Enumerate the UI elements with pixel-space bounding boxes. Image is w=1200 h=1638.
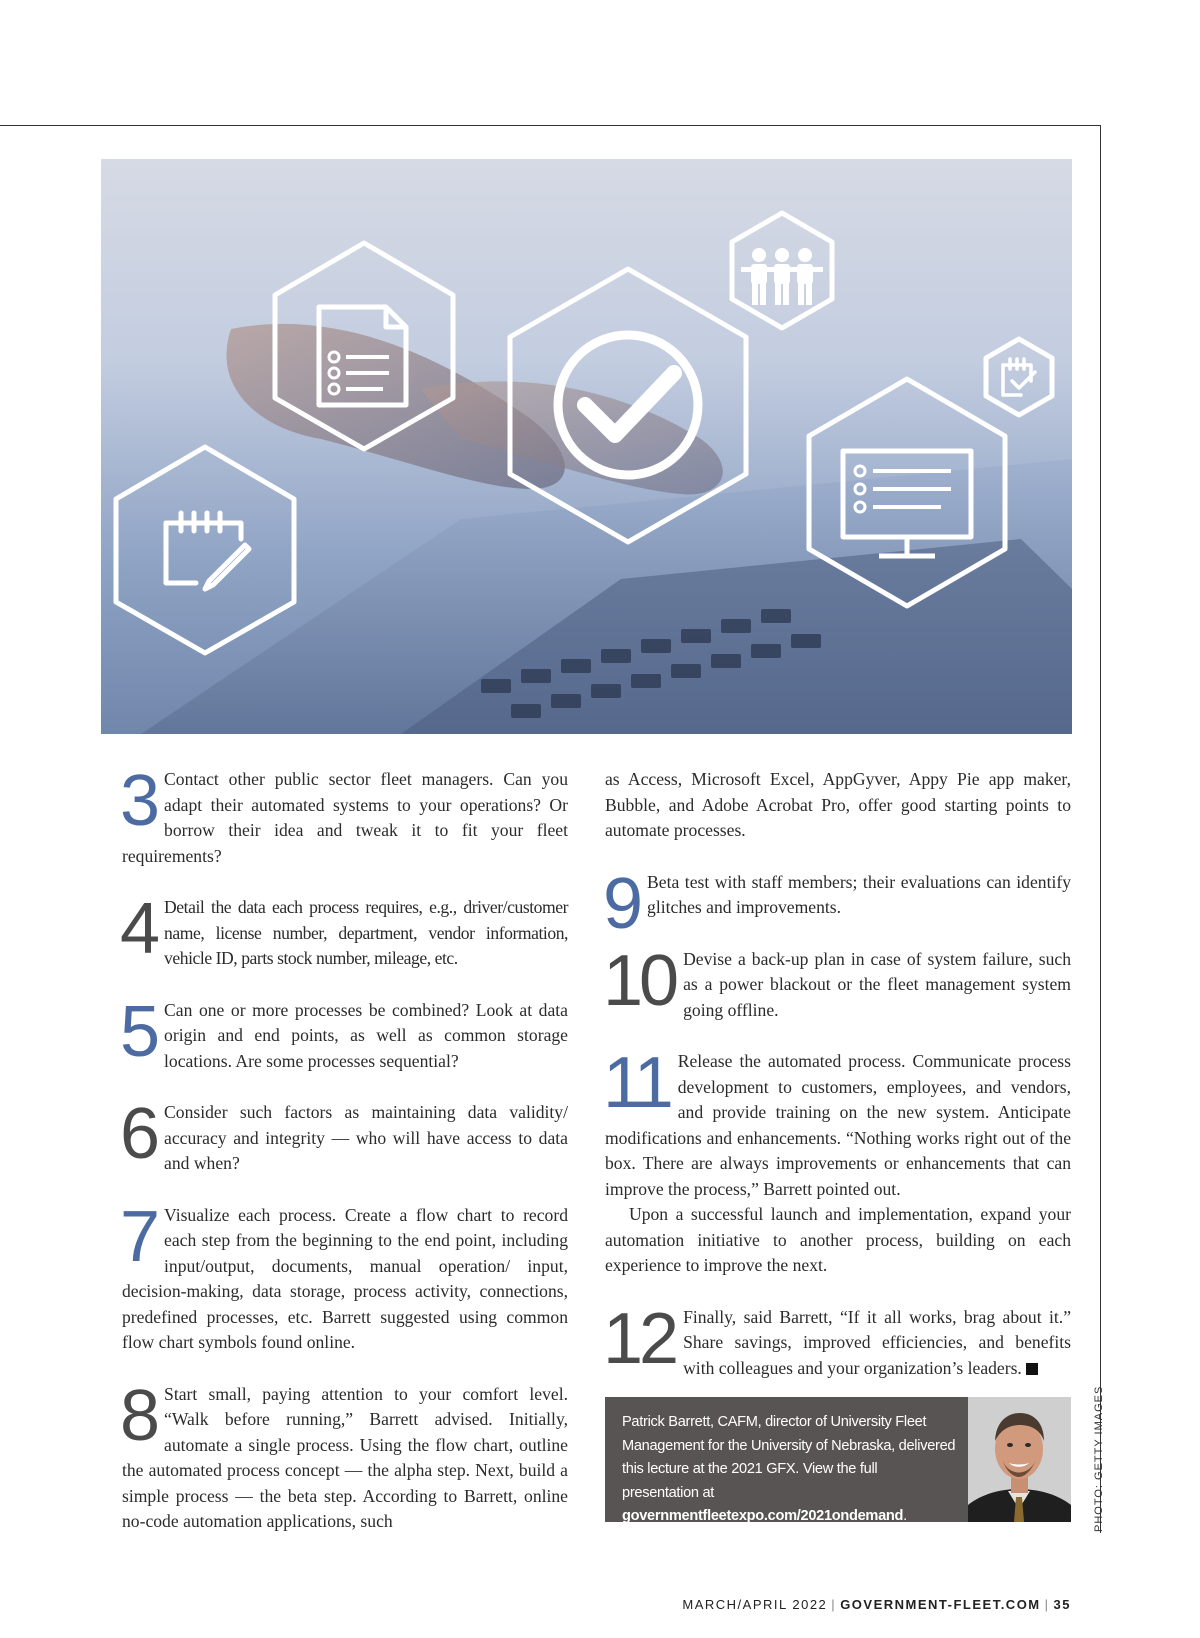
step-number: 7: [120, 1196, 157, 1277]
step-11: [603, 1043, 1071, 1279]
page-number: 35: [1053, 1597, 1071, 1612]
bio-description: Patrick Barrett, CAFM, director of University Fleet Management for the University of Nebraska, delivered this lecture at the 2021 GFX. View the full presentation at: [622, 1414, 956, 1501]
step-number: 3: [120, 761, 157, 841]
step-3: [120, 761, 568, 869]
step-number: 10: [603, 940, 676, 1021]
end-mark-icon: [1026, 1363, 1038, 1375]
closing-paragraph: Upon a successful launch and implementation, expand your automation initiative to another process, building on each experience to improve the next.: [605, 1204, 1071, 1275]
step-5: [120, 991, 568, 1075]
step-text: Detail the data each process requires, e.g., driver/customer name, license number, department, vendor information, vehicle ID, parts stock number, mileage, etc.: [164, 897, 568, 968]
step-number: 11: [603, 1043, 670, 1123]
step-text: Devise a back-up plan in case of system failure, such as a power blackout or the fleet management system going offline.: [683, 948, 1071, 1020]
step-8: [120, 1375, 568, 1535]
calendar-check-icon: [1003, 359, 1035, 395]
footer-separator: |: [1044, 1597, 1050, 1612]
right-column: [605, 767, 1071, 1407]
issue-date: MARCH/APRIL 2022: [682, 1597, 828, 1612]
site-name: GOVERNMENT-FLEET.COM: [840, 1597, 1041, 1612]
step-number: 4: [120, 889, 157, 969]
step-8-continuation: [605, 767, 1071, 844]
step-text: Visualize each process. Create a flow chart to record each step from the beginning to the end point, including input/output, documents, manual operation/ input, decision-making, data storage, process activity, connections, predefined processes, etc. Barrett suggested using common flow chart symbols found online.: [122, 1204, 568, 1352]
step-7: [120, 1196, 568, 1356]
bio-link-suffix: .: [903, 1508, 907, 1524]
notepad-pencil-icon: [166, 513, 249, 589]
footer-separator: |: [831, 1597, 837, 1612]
step-number: 8: [120, 1375, 157, 1456]
bio-link[interactable]: governmentfleetexpo.com/2021ondemand: [622, 1508, 904, 1524]
step-text: Can one or more processes be combined? Look at data origin and end points, as well as common storage locations. Are some processes sequential?: [164, 999, 568, 1071]
step-text: Beta test with staff members; their evaluations can identify glitches and improvements.: [647, 871, 1071, 917]
step-number: 12: [603, 1298, 676, 1379]
step-number: 5: [120, 991, 157, 1072]
step-12-text: Finally, said Barrett, “If it all works, brag about it.” Share savings, improved efficiencies, and benefits with colleagues and your organization’s leaders.: [683, 1306, 1071, 1378]
step-text: Start small, paying attention to your comfort level. “Walk before running,” Barrett advised. Initially, automate a single process. Using the flow chart, outline the automated process concept — the alpha step. Next, build a simple process — the beta step. According to Barrett, online no-code automation applications, such: [122, 1383, 568, 1531]
step-6: [120, 1094, 568, 1177]
photo-credit: PHOTO: GETTY IMAGES: [1093, 1385, 1105, 1532]
step-4: [120, 889, 568, 972]
step-9: [603, 863, 1071, 944]
step-number: 6: [120, 1094, 157, 1174]
step-text: Contact other public sector fleet managers. Can you adapt their automated systems to your operations? Or borrow their idea and tweak it to fit your fleet requirements?: [122, 769, 568, 866]
author-bio-box: [605, 1397, 1071, 1522]
step-10: [603, 940, 1071, 1024]
frame-right-rule: [1100, 125, 1101, 1533]
step-12: [603, 1298, 1071, 1382]
hero-photo: [101, 159, 1072, 734]
step-text: Consider such factors as maintaining data validity/ accuracy and integrity — who will have access to data and when?: [164, 1102, 568, 1173]
page-footer: [682, 1597, 1071, 1612]
step-number: 9: [603, 863, 640, 944]
frame-top-rule: [0, 125, 1101, 126]
left-column: [120, 761, 568, 1561]
continuation-text: as Access, Microsoft Excel, AppGyver, Appy Pie app maker, Bubble, and Adobe Acrobat Pro, offer good starting points to automate processes.: [605, 769, 1071, 840]
bio-text: [622, 1411, 957, 1529]
team-people-icon: [741, 248, 823, 305]
author-photo: [968, 1397, 1071, 1522]
step-text: Release the automated process. Communicate process development to customers, employees, and vendors, and provide training on the new system. Anticipate modifications and enhancements. “Nothing works right out of the box. There are always improvements or enhancements that can improve the process,” Barrett pointed out.: [605, 1051, 1071, 1199]
